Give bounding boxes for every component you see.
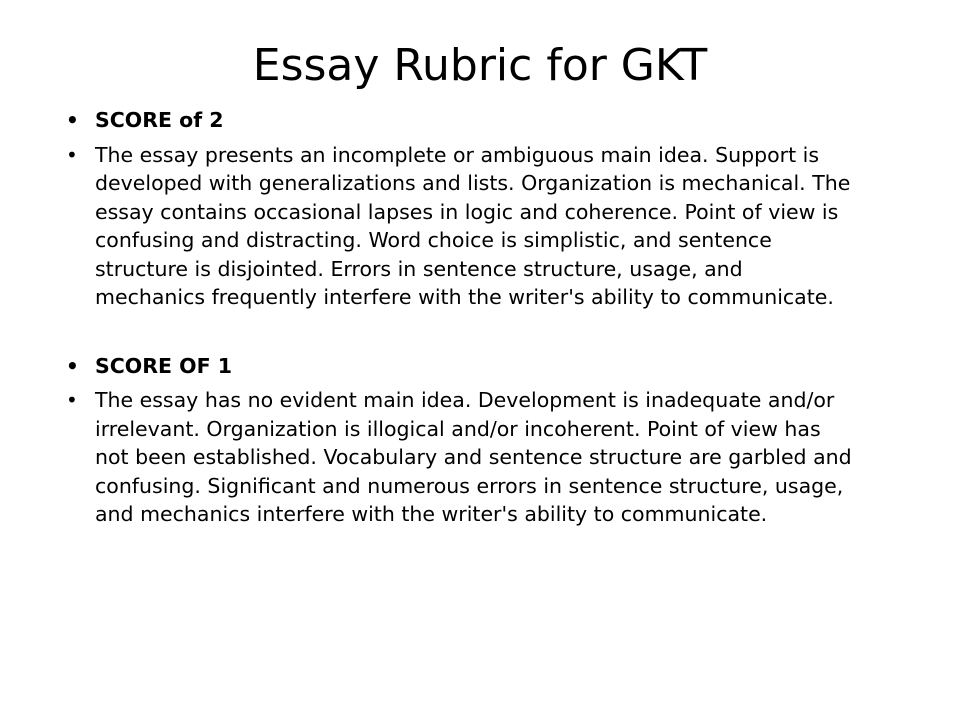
bullet-icon: •: [66, 353, 79, 378]
slide-body: [66, 106, 856, 535]
section-heading-text: SCORE OF 1: [95, 353, 232, 378]
section-heading-score-1: [66, 352, 856, 381]
section-description-score-1: [66, 386, 856, 529]
bullet-icon: •: [66, 108, 79, 132]
section-heading-score-2: [66, 106, 856, 135]
section-description-text: The essay presents an incomplete or ambiguous main idea. Support is developed with generalizations and lists. Organization is mechanical. The essay contains occasional lapses in logic and coherence. Point of view is confusing and distracting. Word choice is simplistic, and sentence structure is disjointed. Errors in sentence structure, usage, and mechanics frequently interfere with the writer's ability to communicate.: [95, 142, 851, 309]
bullet-icon: •: [66, 142, 78, 167]
section-heading-text: SCORE of 2: [95, 108, 224, 132]
section-description-text: The essay has no evident main idea. Development is inadequate and/or irrelevant. Organization is illogical and/or incoherent. Point of view has not been established. Vocabulary and sentence structure are garbled and confusing. Significant and numerous errors in sentence structure, usage, and mechanics interfere with the writer's ability to communicate.: [95, 388, 852, 526]
section-spacer: [66, 318, 856, 352]
bullet-icon: •: [66, 388, 78, 412]
section-description-score-2: [66, 141, 856, 312]
slide-title: Essay Rubric for GKT: [252, 40, 708, 91]
